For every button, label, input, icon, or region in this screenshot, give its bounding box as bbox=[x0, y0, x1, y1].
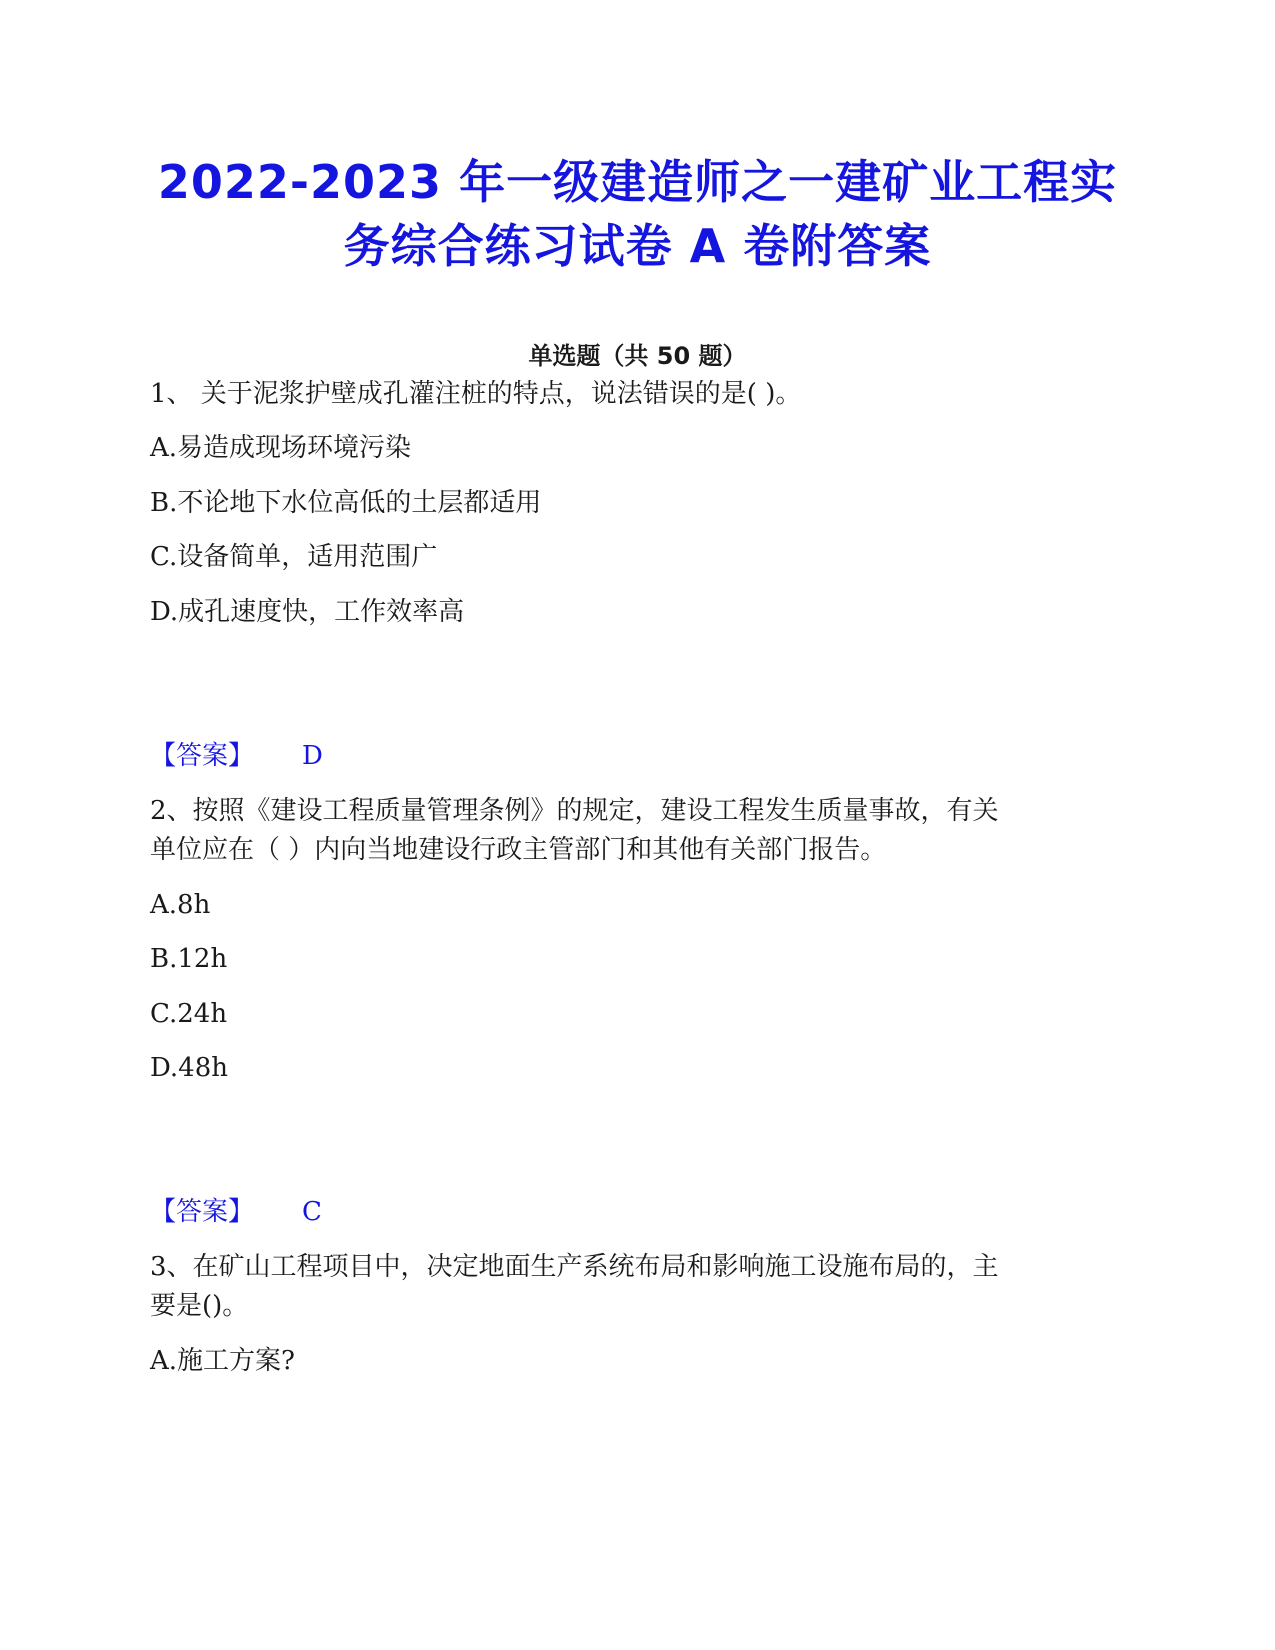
question-1-option-d: D.成孔速度快，工作效率高 bbox=[150, 597, 465, 627]
question-1-option-c: C.设备简单，适用范围广 bbox=[150, 542, 438, 572]
answer-label: 【答案】 bbox=[150, 741, 255, 771]
question-3-stem-line-1: 3、在矿山工程项目中，决定地面生产系统布局和影响施工设施布局的，主 bbox=[150, 1252, 999, 1282]
question-3-stem-line-2: 要是()。 bbox=[150, 1291, 249, 1321]
title-line-2: 务综合练习试卷 A 卷附答案 bbox=[343, 219, 932, 273]
question-2-option-c: C.24h bbox=[150, 999, 228, 1029]
question-1-stem: 1、 关于泥浆护壁成孔灌注桩的特点，说法错误的是( )。 bbox=[150, 379, 802, 409]
question-3-option-a: A.施工方案? bbox=[150, 1346, 295, 1376]
answer-value: D bbox=[302, 741, 323, 771]
question-2-answer bbox=[150, 1194, 322, 1230]
question-2-option-a: A.8h bbox=[150, 890, 211, 920]
section-heading: 单选题（共 50 题） bbox=[528, 342, 747, 370]
document-title bbox=[100, 150, 1175, 278]
question-1-option-b: B.不论地下水位高低的土层都适用 bbox=[150, 488, 542, 518]
question-1-option-a: A.易造成现场环境污染 bbox=[150, 433, 412, 463]
answer-label: 【答案】 bbox=[150, 1197, 255, 1227]
title-line-1: 2022-2023 年一级建造师之一建矿业工程实 bbox=[157, 155, 1118, 209]
question-2-stem-line-1: 2、按照《建设工程质量管理条例》的规定，建设工程发生质量事故，有关 bbox=[150, 796, 999, 826]
question-2-option-d: D.48h bbox=[150, 1053, 229, 1083]
question-2-option-b: B.12h bbox=[150, 944, 228, 974]
question-2-stem-line-2: 单位应在（ ）内向当地建设行政主管部门和其他有关部门报告。 bbox=[150, 835, 887, 865]
answer-value: C bbox=[302, 1197, 322, 1227]
question-1-answer bbox=[150, 738, 323, 774]
